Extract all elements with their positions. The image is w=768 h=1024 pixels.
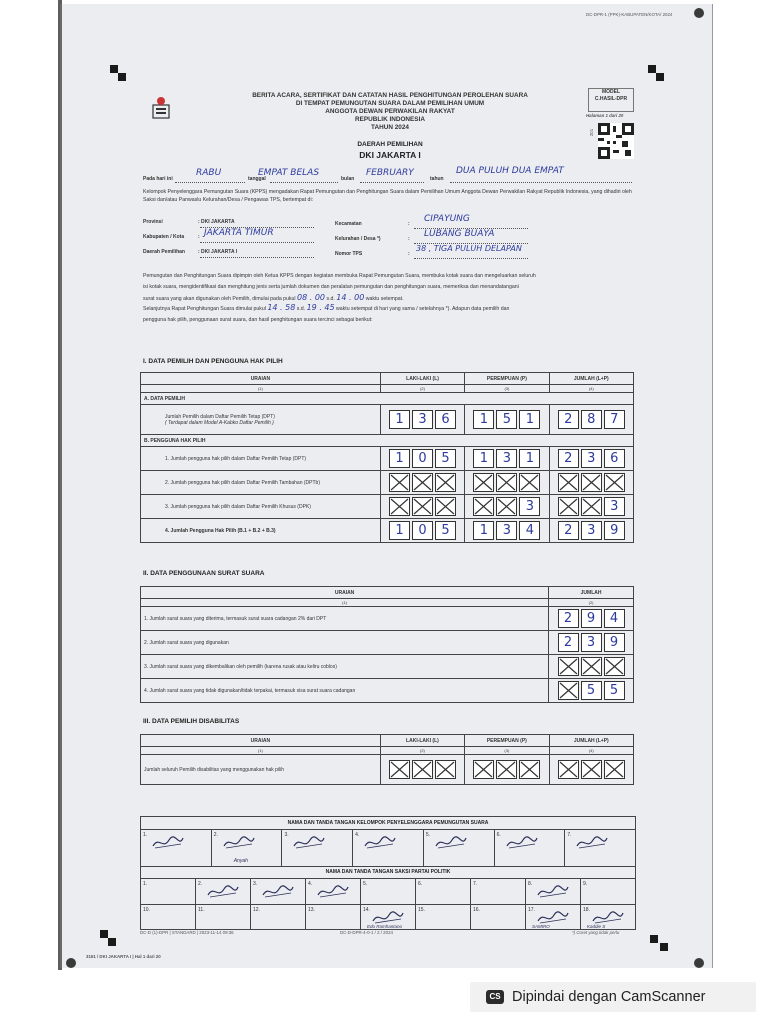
corner-marker-icon [108, 938, 116, 946]
table-row [141, 755, 634, 785]
digit-box: 2 [558, 521, 579, 540]
corner-marker-icon [100, 930, 108, 938]
digit-box: 9 [581, 609, 602, 628]
digit-boxes [553, 449, 630, 468]
model-box: MODEL C.HASIL-DPR [588, 88, 634, 112]
crossed-box-icon [389, 760, 410, 779]
digit-box: 4 [604, 609, 625, 628]
table-row [141, 679, 634, 703]
digit-box: 0 [412, 449, 433, 468]
underline [414, 258, 528, 259]
daerah-label: Daerah Pemilihan [143, 249, 185, 255]
row-label: 4. Jumlah Pengguna Hak Pilih (B.1 + B.2 + B.3) [141, 519, 381, 543]
jam-mulai: 08 . 00 [297, 293, 326, 302]
kelurahan-value: LUBANG BUAYA [424, 229, 495, 239]
handwritten-signature-icon [575, 834, 609, 852]
digit-boxes [552, 657, 630, 676]
digit-box: 5 [435, 449, 456, 468]
digit-box: 5 [604, 681, 625, 700]
signature-number: 7. [473, 881, 478, 887]
table-row [141, 405, 634, 435]
digit-boxes [553, 473, 630, 492]
handwritten-signature-icon [536, 883, 570, 901]
signature-name: Edo Ramhantano [367, 924, 403, 929]
row-label: Jumlah seluruh Pemilih disabilitas yang menggunakan hak pilih [141, 755, 381, 785]
digit-boxes [384, 497, 461, 516]
digit-box: 1 [389, 449, 410, 468]
digit-boxes [384, 473, 461, 492]
crossed-box-icon [581, 760, 602, 779]
digit-box: 6 [435, 410, 456, 429]
section-a-title: A. DATA PEMILIH [141, 393, 634, 405]
crossed-box-icon [581, 473, 602, 492]
digit-box: 6 [604, 449, 625, 468]
signature-cell [416, 905, 471, 930]
digit-box: 1 [473, 449, 494, 468]
rapat-paragraph: Pemungutan dan Penghitungan Suara dipimpin oleh Ketua KPPS dengan kegiatan membuka Rapat Pemungutan Suara, membuka kotak suara dan mengeluarkan seluruh isi kotak suara, mengidentifikasi dan menghitung jenis serta jumlah dokumen dan peralatan pemungutan dan penghitungan suara, memeriksa dan menandatangani surat suara yang akan digunakan oleh Pemilih, dimulai pada pukul 08 . 00 s.d. 14 . 00 waktu setempat. Selanjutnya Rapat Penghitungan Suara dimulai pukul 14 . 58 s.d. 19 . 45 waktu setempat di hari yang sama / setelahnya *). Adapun data pemilih dan pengguna hak pilih, penggunaan surat suara, dan hasil penghitungan suara tercinci sebagai berikut: [143, 273, 536, 323]
kpu-logo-icon [150, 95, 172, 121]
handwritten-signature-icon [151, 834, 185, 852]
signature-number: 1. [143, 832, 148, 838]
signature-number: 15. [418, 907, 425, 913]
digit-box: 3 [581, 633, 602, 652]
signature-number: 4. [308, 881, 313, 887]
signature-number: 11. [198, 907, 205, 913]
section-1-title: I. DATA PEMILIH DAN PENGGUNA HAK PILIH [143, 358, 283, 365]
signature-cell [212, 830, 283, 866]
tanggal-value: EMPAT BELAS [258, 168, 320, 178]
handwritten-signature-icon [292, 834, 326, 852]
signature-number: 9. [583, 881, 588, 887]
signature-number: 16. [473, 907, 480, 913]
signature-number: 2. [198, 881, 203, 887]
corner-marker-icon [648, 65, 656, 73]
digit-boxes [553, 760, 630, 779]
signature-cell [282, 830, 353, 866]
hole-icon [694, 958, 704, 968]
crossed-box-icon [435, 497, 456, 516]
col-uraian: URAIAN [141, 587, 549, 599]
digit-box: 5 [496, 410, 517, 429]
digit-box: 3 [496, 521, 517, 540]
crossed-box-icon [389, 473, 410, 492]
table-row [141, 495, 634, 519]
provinsi-value: : DKI JAKARTA [198, 219, 235, 225]
section-3-title: III. DATA PEMILIH DISABILITAS [143, 718, 240, 725]
underline [175, 182, 245, 183]
crossed-box-icon [581, 497, 602, 516]
section-2-table: URAIAN JUMLAH (1) (2) 1. Jumlah surat suara yang diterima, termasuk surat suara cadangan 2% dari DPT 2 9 4 2. Jumlah surat suara yang digunakan 2 3 9 3. Jumlah surat suara yang dikembalikan oleh pemilih (karena rusak atau keliru coblos) 4. Jumlah surat suara yang tidak digunakan/tidak terpakai, termasuk sisa surat suara cadangan 5 5 [140, 586, 634, 703]
kecamatan-value: CIPAYUNG [424, 214, 470, 224]
handwritten-signature-icon [363, 834, 397, 852]
pada-hari-ini-label: Pada hari ini [143, 176, 173, 182]
digit-box: 2 [558, 633, 579, 652]
col-uraian: URAIAN [141, 373, 381, 385]
signature-cell [424, 830, 495, 866]
section-2-title: II. DATA PENGGUNAAN SURAT SUARA [143, 570, 265, 577]
signature-cell [141, 830, 212, 866]
crossed-box-icon [496, 473, 517, 492]
crossed-box-icon [473, 760, 494, 779]
digit-box: 1 [473, 521, 494, 540]
digit-box: 9 [604, 633, 625, 652]
bulan-value: FEBRUARY [366, 168, 414, 178]
daerah-value: : DKI JAKARTA I [198, 249, 238, 255]
section-b-title: B. PENGGUNA HAK PILIH [141, 435, 634, 447]
hari-value: RABU [196, 168, 222, 178]
signature-cell [141, 879, 196, 904]
crossed-box-icon [473, 497, 494, 516]
digit-boxes [384, 410, 461, 429]
crossed-box-icon [558, 497, 579, 516]
signature-cell [306, 879, 361, 904]
col-jumlah: JUMLAH (L+P) [549, 373, 633, 385]
jam-selesai: 14 . 00 [336, 293, 365, 302]
crossed-box-icon [435, 473, 456, 492]
kpps-signature-row [141, 830, 635, 867]
signature-cell [251, 905, 306, 930]
row-label: 2. Jumlah surat suara yang digunakan [141, 631, 549, 655]
crossed-box-icon [558, 657, 579, 676]
crossed-box-icon [496, 760, 517, 779]
signature-name: SAMIRO [532, 924, 550, 929]
table-row [141, 447, 634, 471]
row-label: Jumlah Pemilih dalam Daftar Pemilih Tetap (DPT) ( Terdapat dalam Model A-Kabko Daftar Pemilih ) [141, 405, 381, 435]
signature-cell [196, 905, 251, 930]
signature-cell [251, 879, 306, 904]
signature-number: 3. [284, 832, 289, 838]
crossed-box-icon [412, 760, 433, 779]
signature-cell [565, 830, 635, 866]
digit-boxes [552, 633, 630, 652]
crossed-box-icon [473, 473, 494, 492]
colon: : [408, 221, 410, 227]
footer-note: *) Coret yang tidak perlu [572, 930, 620, 935]
col-uraian: URAIAN [141, 735, 381, 747]
row-label: 3. Jumlah surat suara yang dikembalikan oleh pemilih (karena rusak atau keliru coblos) [141, 655, 549, 679]
signature-name: Anyah [233, 858, 248, 864]
provinsi-label: Provinsi [143, 219, 163, 225]
kelurahan-label: Kelurahan / Desa *) [335, 236, 381, 242]
underline [360, 182, 424, 183]
row-label: 2. Jumlah pengguna hak pilih dalam Daftar Pemilih Tambahan (DPTb) [141, 471, 381, 495]
qr-id: 201 [589, 128, 595, 137]
crossed-box-icon [604, 473, 625, 492]
digit-box: 3 [412, 410, 433, 429]
signature-number: 10. [143, 907, 150, 913]
corner-marker-icon [118, 73, 126, 81]
crossed-box-icon [389, 497, 410, 516]
crossed-box-icon [519, 473, 540, 492]
signature-number: 6. [418, 881, 423, 887]
handwritten-signature-icon [206, 883, 240, 901]
crossed-box-icon [435, 760, 456, 779]
digit-box: 2 [558, 410, 579, 429]
digit-box: 8 [581, 410, 602, 429]
crossed-box-icon [519, 760, 540, 779]
corner-marker-icon [656, 73, 664, 81]
saksi-signature-title: NAMA DAN TANDA TANGAN SAKSI PARTAI POLITIK [141, 867, 635, 879]
footer-mid-code: DC-D-DPR-4-0-1 / 2 / 2024 [340, 930, 393, 935]
hitung-selesai: 19 . 45 [306, 303, 335, 312]
digit-boxes [552, 609, 630, 628]
digit-boxes [384, 449, 461, 468]
digit-box: 7 [604, 410, 625, 429]
digit-boxes [468, 497, 545, 516]
signature-number: 5. [363, 881, 368, 887]
digit-boxes [552, 681, 630, 700]
digit-boxes [468, 473, 545, 492]
signature-cell [581, 879, 635, 904]
row-label: 3. Jumlah pengguna hak pilih dalam Daftar Pemilih Khusus (DPK) [141, 495, 381, 519]
digit-boxes [468, 449, 545, 468]
signature-cell [526, 879, 581, 904]
signature-block [140, 816, 636, 930]
tahun-value: DUA PULUH DUA EMPAT [456, 166, 564, 176]
kabupaten-label: Kabupaten / Kota [143, 234, 185, 240]
camscanner-badge [470, 982, 756, 1012]
tps-label: Nomor TPS [335, 251, 363, 257]
signature-number: 14. [363, 907, 370, 913]
handwritten-signature-icon [222, 834, 256, 852]
hole-icon [694, 8, 704, 18]
footer-left-code: DC-D (1)-DPR | STANDARD | 2023-11-14 09:36 [140, 930, 234, 935]
crossed-box-icon [558, 473, 579, 492]
signature-number: 6. [496, 832, 501, 838]
signature-cell [495, 830, 566, 866]
top-right-code: DC-DPR-1 (PPK)-KABUPATEN/KOTA/ 2024 [586, 12, 673, 17]
digit-boxes [468, 521, 545, 540]
signature-number: 1. [143, 881, 148, 887]
signature-number: 3. [253, 881, 258, 887]
signature-number: 7. [567, 832, 572, 838]
camscanner-logo-icon: CS [486, 990, 504, 1004]
table-row [141, 631, 634, 655]
daerah-pemilihan-heading: DAERAH PEMILIHAN DKI JAKARTA I [357, 141, 423, 160]
col-laki: LAKI-LAKI (L) [380, 735, 464, 747]
intro-paragraph: Kelompok Penyelenggara Pemungutan Suara (KPPS) mengadakan Rapat Pemungutan dan Penghitungan Suara dalam Pemilihan Umum Anggota Dewan Perwakilan Rakyat Republik Indonesia, yang dihadiri oleh Saksi dan/atau Panwaslu Kelurahan/Desa / Pengawas TPS, bertempat di: [143, 189, 632, 203]
kabupaten-value: JAKARTA TIMUR [204, 228, 274, 238]
digit-box: 1 [519, 449, 540, 468]
signature-number: 8. [528, 881, 533, 887]
signature-cell [361, 905, 416, 930]
crossed-box-icon [604, 657, 625, 676]
signature-name: Kaddie S [587, 924, 606, 929]
crossed-box-icon [558, 760, 579, 779]
col-perempuan: PEREMPUAN (P) [465, 735, 549, 747]
digit-box: 2 [558, 609, 579, 628]
row-label: 4. Jumlah surat suara yang tidak digunakan/tidak terpakai, termasuk sisa surat suara cadangan [141, 679, 549, 703]
handwritten-signature-icon [434, 834, 468, 852]
table-row [141, 655, 634, 679]
digit-box: 3 [581, 449, 602, 468]
crossed-box-icon [581, 657, 602, 676]
bulan-label: bulan [341, 176, 355, 182]
signature-cell [471, 879, 526, 904]
row-label: 1. Jumlah surat suara yang diterima, termasuk surat suara cadangan 2% dari DPT [141, 607, 549, 631]
document-title: BERITA ACARA, SERTIFIKAT DAN CATATAN HASIL PENGHITUNGAN PEROLEHAN SUARA DI TEMPAT PEMUNGUTAN SUARA DALAM PEMILIHAN UMUM ANGGOTA DEWAN PERWAKILAN RAKYAT REPUBLIK INDONESIA TAHUN 2024 [252, 92, 528, 131]
handwritten-signature-icon [316, 883, 350, 901]
table-row [141, 471, 634, 495]
corner-marker-icon [110, 65, 118, 73]
signature-number: 4. [355, 832, 360, 838]
signature-cell [353, 830, 424, 866]
digit-boxes [468, 760, 545, 779]
signature-cell [526, 905, 581, 930]
digit-box: 1 [473, 410, 494, 429]
signature-cell [581, 905, 635, 930]
hitung-mulai: 14 . 58 [267, 303, 296, 312]
signature-cell [306, 905, 361, 930]
digit-box: 2 [558, 449, 579, 468]
col-jumlah: JUMLAH (L+P) [549, 735, 633, 747]
signature-number: 5. [425, 832, 431, 838]
tanggal-label: tanggal [248, 176, 266, 182]
kpps-signature-title: NAMA DAN TANDA TANGAN KELOMPOK PENYELENGGARA PEMUNGUTAN SUARA [141, 817, 635, 830]
digit-boxes [468, 410, 545, 429]
col-laki: LAKI-LAKI (L) [380, 373, 464, 385]
kecamatan-label: Kecamatan [335, 221, 362, 227]
section-1-table: URAIAN LAKI-LAKI (L) PEREMPUAN (P) JUMLAH (L+P) (1) (2) (3) (4) A. DATA PEMILIH Jumlah Pemilih dalam Daftar Pemilih Tetap (DPT) ( Terdapat dalam Model A-Kabko Daftar Pemilih ) 1 3 6 1 5 1 2 8 7 B. PENGGUNA HAK PILIH 1. Jumlah pengguna hak pilih dalam Daftar Pemilih Tetap (DPT) 1 0 5 1 3 1 2 3 6 2. Jumlah pengguna hak pilih dalam Daftar Pemilih Tambahan (DPTb) 3. Jumlah pengguna hak pilih dalam Daftar Pemilih Khusus (DPK) 3 3 4. Jumlah Pengguna Hak Pilih (B.1 + B.2 + B.3) 1 0 5 1 3 4 2 3 9 [140, 372, 634, 543]
colon: : [408, 236, 410, 242]
digit-box: 4 [519, 521, 540, 540]
digit-boxes [553, 497, 630, 516]
digit-box: 5 [581, 681, 602, 700]
colon: : [408, 251, 410, 257]
table-row [141, 519, 634, 543]
tps-value: 38 , TIGA PULUH DELAPAN [416, 244, 522, 253]
signature-number: 12. [253, 907, 260, 913]
signature-number: 17. [528, 907, 535, 913]
hole-icon [66, 958, 76, 968]
signature-number: 18. [583, 907, 590, 913]
page-count: Halaman 1 dari 20 [586, 113, 624, 118]
crossed-box-icon [496, 497, 517, 516]
signature-number: 2. [213, 832, 218, 838]
digit-boxes [553, 521, 630, 540]
footer-page-note: 3151 / DKI JAKARTA I | Hal 1 dari 20 [86, 954, 161, 959]
col-jumlah: JUMLAH [549, 587, 634, 599]
underline [270, 182, 338, 183]
corner-marker-icon [660, 943, 668, 951]
signature-cell [416, 879, 471, 904]
digit-box: 3 [604, 497, 625, 516]
digit-box: 1 [389, 521, 410, 540]
digit-box: 0 [412, 521, 433, 540]
row-label: 1. Jumlah pengguna hak pilih dalam Daftar Pemilih Tetap (DPT) [141, 447, 381, 471]
handwritten-signature-icon [505, 834, 539, 852]
crossed-box-icon [604, 760, 625, 779]
crossed-box-icon [412, 473, 433, 492]
digit-boxes [384, 760, 461, 779]
signature-number: 13. [308, 907, 315, 913]
digit-boxes [384, 521, 461, 540]
crossed-box-icon [558, 681, 579, 700]
signature-cell [141, 905, 196, 930]
digit-boxes [553, 410, 630, 429]
crossed-box-icon [412, 497, 433, 516]
saksi-signature-row [141, 905, 635, 930]
section-3-table: URAIAN LAKI-LAKI (L) PEREMPUAN (P) JUMLAH (L+P) (1) (2) (3) (4) Jumlah seluruh Pemilih disabilitas yang menggunakan hak pilih [140, 734, 634, 785]
underline [200, 257, 314, 258]
corner-marker-icon [650, 935, 658, 943]
camscanner-text: Dipindai dengan CamScanner [512, 989, 706, 1005]
table-row [141, 607, 634, 631]
digit-box: 1 [389, 410, 410, 429]
digit-box: 3 [519, 497, 540, 516]
digit-box: 9 [604, 521, 625, 540]
colon: : [198, 234, 200, 240]
signature-cell [196, 879, 251, 904]
qr-code-icon [598, 123, 634, 159]
tahun-label: tahun [430, 176, 444, 182]
col-perempuan: PEREMPUAN (P) [465, 373, 549, 385]
saksi-signature-row [141, 879, 635, 905]
signature-cell [361, 879, 416, 904]
digit-box: 3 [581, 521, 602, 540]
digit-box: 3 [496, 449, 517, 468]
digit-box: 5 [435, 521, 456, 540]
signature-cell [471, 905, 526, 930]
handwritten-signature-icon [261, 883, 295, 901]
underline [450, 182, 632, 183]
underline [200, 242, 314, 243]
digit-box: 1 [519, 410, 540, 429]
